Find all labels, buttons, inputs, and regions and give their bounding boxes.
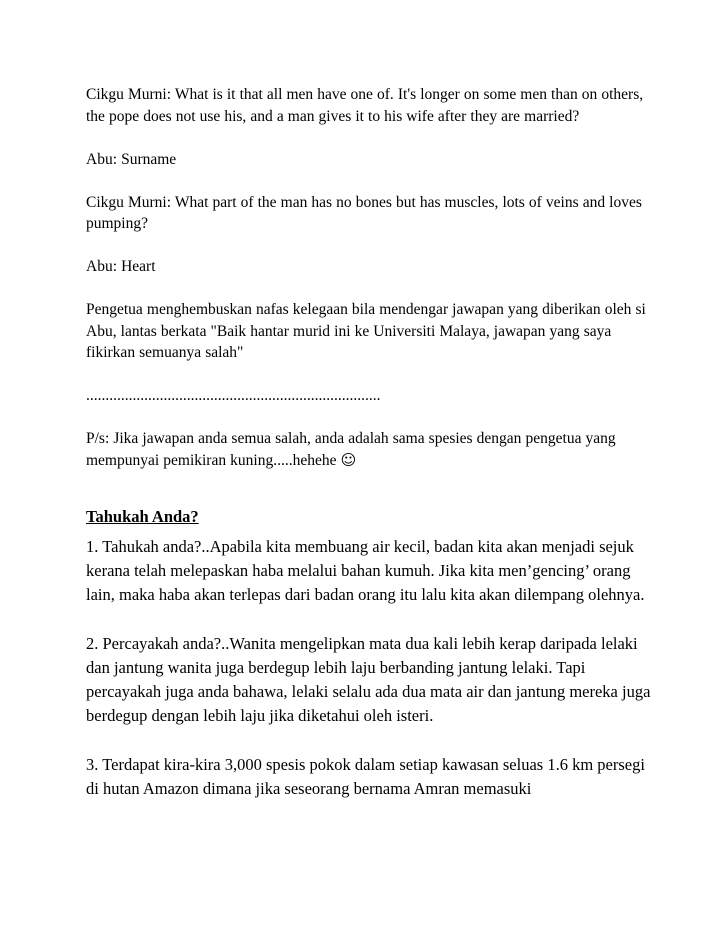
riddle-1: Cikgu Murni: What is it that all men have one of. It's longer on some men than on others, the pope does not use his, and a man gives it to his wife after they are married? [86,86,644,125]
story-ending: Pengetua menghembuskan nafas kelegaan bila mendengar jawapan yang diberikan oleh si Abu, lantas berkata "Baik hantar murid ini ke Universiti Malaya, jawapan yang saya fikirkan semuanya salah" [86,301,646,361]
answer-1: Abu: Surname [86,150,177,168]
fact-item-3: 3. Terdapat kira-kira 3,000 spesis pokok dalam setiap kawasan seluas 1.6 km persegi di hutan Amazon dimana jika seseorang bernama Amran memasuki [86,754,645,798]
riddle-2: Cikgu Murni: What part of the man has no bones but has muscles, lots of veins and loves pumping? [86,193,642,232]
document-page [86,84,656,801]
spacer [86,407,656,429]
smiley-icon: ☺ [340,450,357,469]
spacer [86,729,656,753]
spacer [86,278,656,300]
spacer [86,608,656,632]
postscript-text: P/s: Jika jawapan anda semua salah, anda adalah sama spesies dengan pengetua yang mempunyai pemikiran kuning.....hehehe [86,430,616,469]
spacer [86,471,656,505]
dotted-separator: ............................................................................ [86,387,381,404]
answer-2: Abu: Heart [86,258,156,275]
spacer [86,127,656,149]
spacer [86,170,656,192]
fact-item-2: 2. Percayakah anda?..Wanita mengelipkan mata dua kali lebih kerap daripada lelaki dan jantung wanita juga berdegup lebih laju berbanding jantung lelaki. Tapi percayakah juga anda bahawa, lelaki selalu ada dua mata air dan jantung mereka juga berdegup dengan lebih laju jika diketahui oleh isteri. [86,633,651,726]
fact-item-1: 1. Tahukah anda?..Apabila kita membuang air kecil, badan kita akan menjadi sejuk kerana telah melepaskan haba melalui bahan kumuh. Jika kita men’gencing’ orang lain, maka haba akan terlepas dari badan orang itu lalu kita akan dilempang olehnya. [86,537,645,605]
postscript [86,428,656,471]
spacer [86,235,656,257]
spacer [86,364,656,386]
section-heading: Tahukah Anda? [86,507,199,526]
